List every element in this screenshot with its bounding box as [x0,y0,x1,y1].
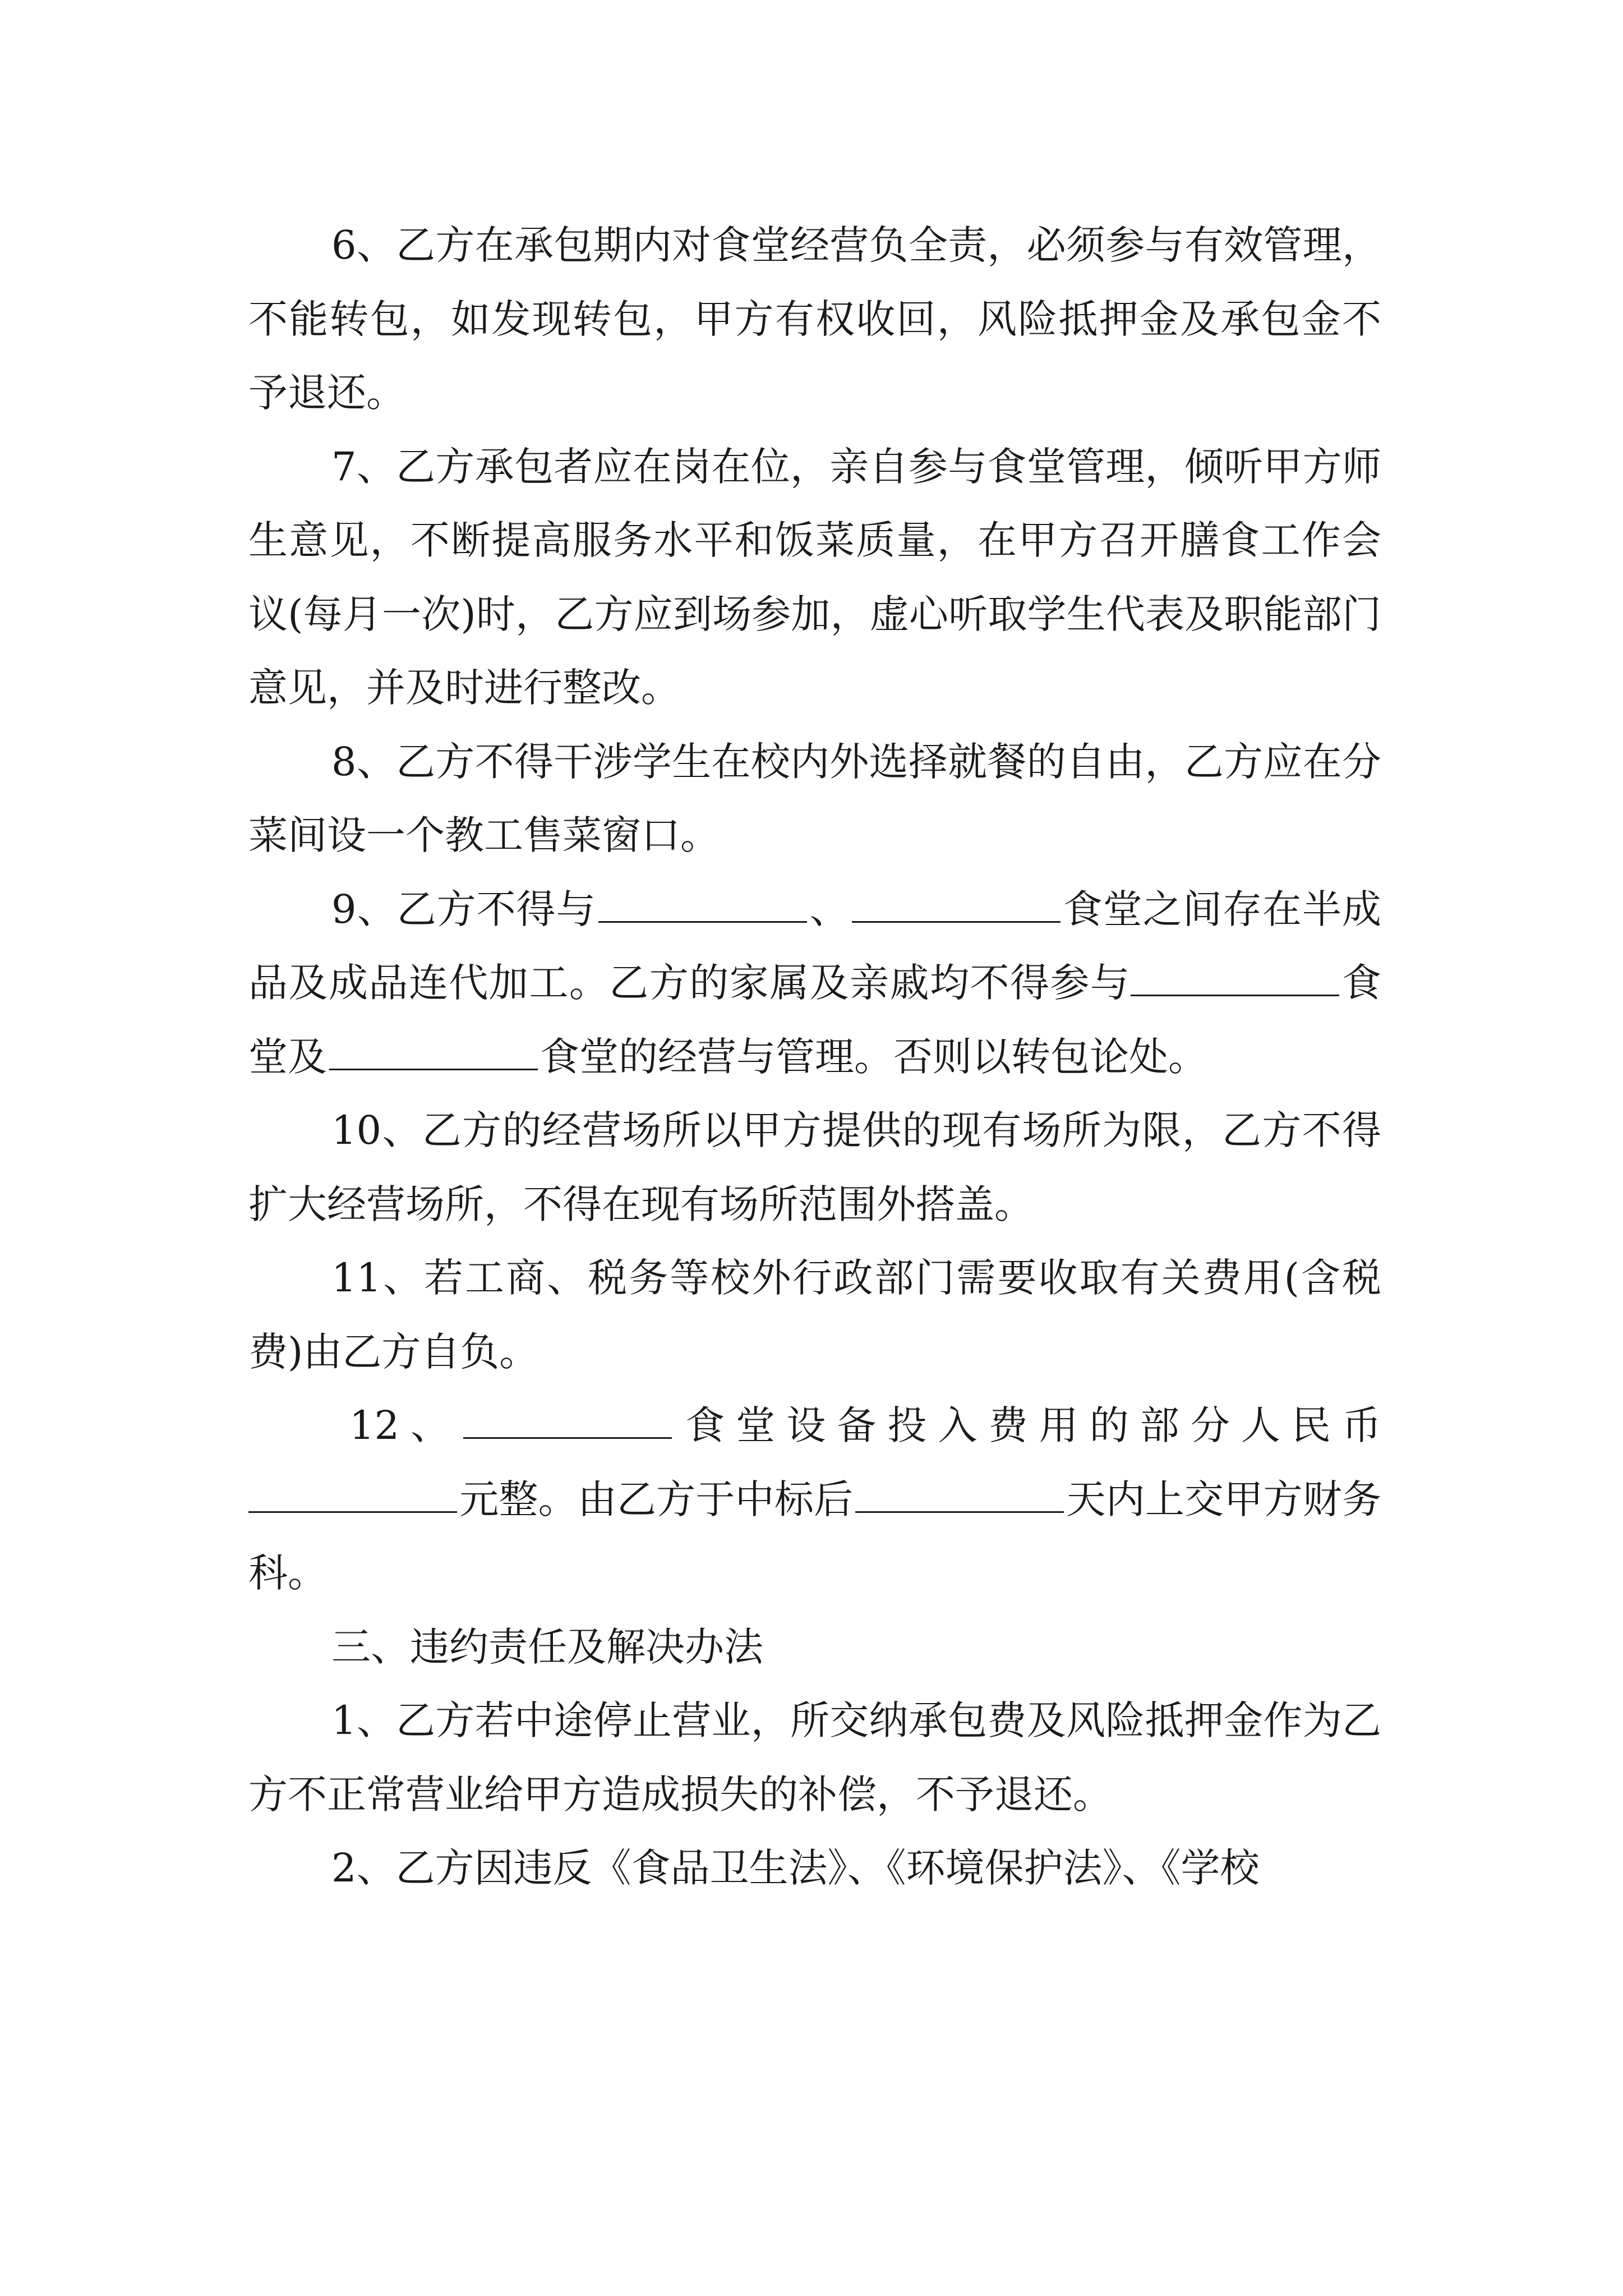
blank-field[interactable] [598,887,807,923]
clause-7 [248,430,1381,725]
clause-10-text: 10、乙方的经营场所以甲方提供的现有场所为限，乙方不得扩大经营场所，不得在现有场所范围外搭盖。 [248,1107,1381,1227]
clause-10 [248,1094,1381,1241]
clause-9-text-c: 食堂之间存在半成品及成品连代加工。乙方的家属及亲戚均不得参与 [248,886,1382,1006]
section-3-heading-text: 三、违约责任及解决办法 [331,1623,763,1670]
blank-field[interactable] [1131,961,1339,996]
blank-field[interactable] [852,887,1061,923]
clause-6-text: 6、乙方在承包期内对食堂经营负全责，必须参与有效管理，不能转包，如发现转包，甲方有权收回，风险抵押金及承包金不予退还。 [248,222,1381,416]
blank-field[interactable] [329,1035,538,1070]
clause-9-text-a: 9、乙方不得与 [331,886,596,932]
clause-12-text-d: 天内上交甲方财务科。 [248,1476,1382,1596]
clause-12-text-c: 元整。由乙方于中标后 [459,1476,854,1522]
section-3-clause-2 [248,1832,1381,1906]
clause-9-text-e: 食堂的经营与管理。否则以转包论处。 [540,1033,1207,1080]
clause-6 [248,209,1381,430]
blank-field[interactable] [248,1478,457,1513]
clause-8 [248,725,1381,873]
clause-12-text-a: 12、 [349,1402,462,1448]
clause-9-text-b: 、 [809,886,850,932]
blank-field[interactable] [855,1478,1064,1513]
blank-field[interactable] [463,1404,672,1439]
section-3-clause-1 [248,1684,1381,1832]
clause-9 [248,873,1381,1094]
clause-11-text: 11、若工商、税务等校外行政部门需要收取有关费用(含税费)由乙方自负。 [248,1255,1381,1375]
clause-8-text: 8、乙方不得干涉学生在校内外选择就餐的自由，乙方应在分菜间设一个教工售菜窗口。 [248,738,1381,858]
clause-12 [248,1389,1381,1611]
clause-7-text: 7、乙方承包者应在岗在位，亲自参与食堂管理，倾听甲方师生意见，不断提高服务水平和饭菜质量，在甲方召开膳食工作会议(每月一次)时，乙方应到场参加，虚心听取学生代表及职能部门意见，并及时进行整改。 [248,443,1381,711]
clause-12-text-b: 食堂设备投入费用的部分人民币 [674,1402,1381,1448]
clause-9-text-d: 食堂及 [248,960,1382,1080]
section-3-clause-2-text: 2、乙方因违反《食品卫生法》、《环境保护法》、《学校 [331,1845,1260,1891]
section-3-clause-1-text: 1、乙方若中途停止营业，所交纳承包费及风险抵押金作为乙方不正常营业给甲方造成损失的补偿，不予退还。 [248,1697,1381,1818]
document-body [248,209,1381,1906]
section-3-heading [248,1611,1381,1685]
clause-11 [248,1241,1381,1389]
